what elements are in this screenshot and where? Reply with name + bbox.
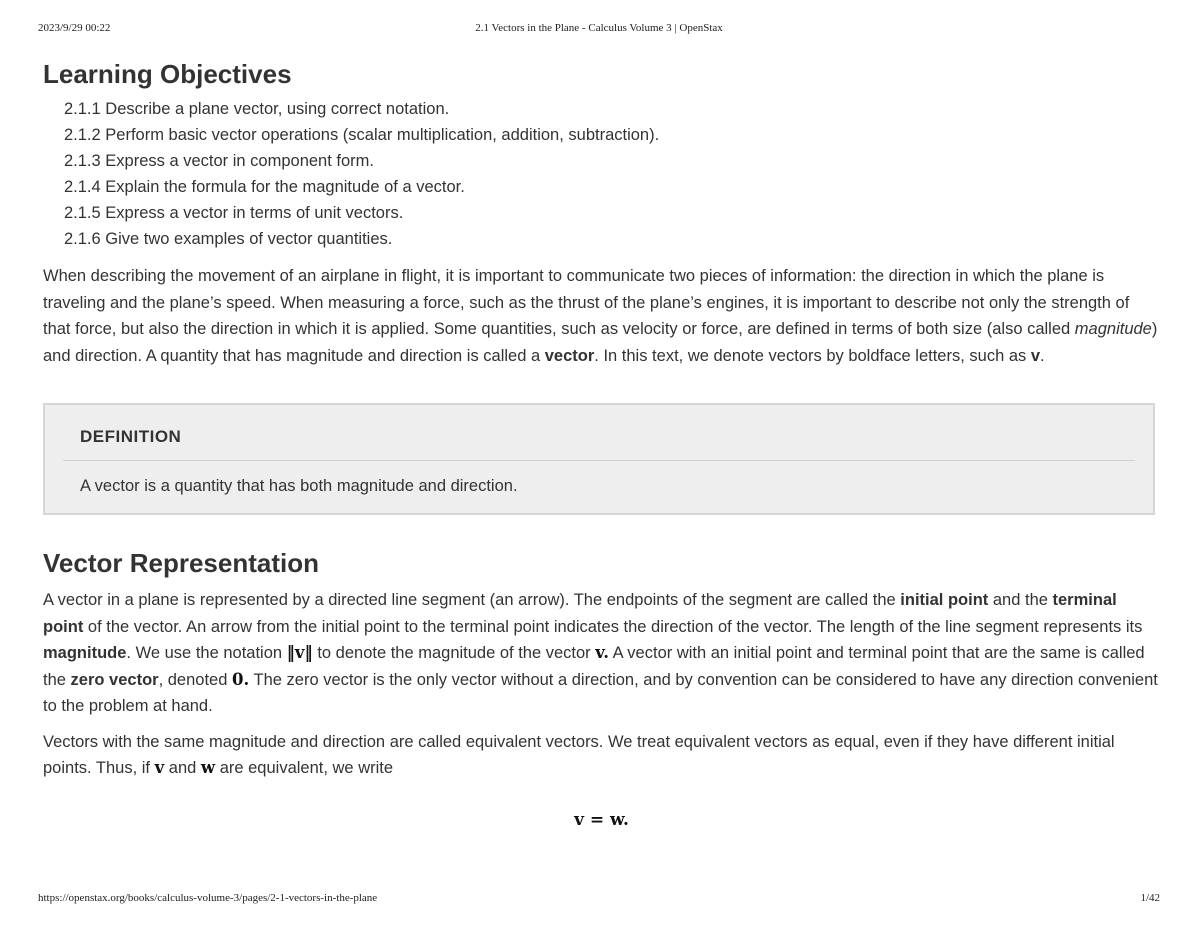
print-page-number: 1/42 <box>1140 892 1160 904</box>
paragraph-text: and the <box>988 591 1053 609</box>
definition-title: DEFINITION <box>80 427 182 446</box>
objective-item: 2.1.3 Express a vector in component form. <box>64 152 374 170</box>
print-page-title: 2.1 Vectors in the Plane - Calculus Volume 3 | OpenStax <box>475 22 723 34</box>
term-magnitude-bold: magnitude <box>43 644 127 662</box>
vector-representation-heading: Vector Representation <box>43 548 319 578</box>
paragraph-text: The zero vector is the only vector without a direction, and by convention can be considered to have any direction convenient to the problem at hand. <box>43 670 1158 715</box>
math-zero: 0. <box>231 669 250 689</box>
math-v: v. <box>595 643 609 662</box>
paragraph-text: A vector with an initial point and terminal point that are the same is called the <box>43 644 1145 689</box>
math-w: w <box>200 758 216 777</box>
term-terminal-point: terminal point <box>43 591 1117 636</box>
intro-text: . In this text, we denote vectors by boldface letters, such as <box>594 346 1031 365</box>
print-datetime: 2023/9/29 00:22 <box>38 22 111 34</box>
print-footer <box>38 892 1160 906</box>
learning-objectives-heading: Learning Objectives <box>43 59 292 89</box>
paragraph-text: and <box>164 759 201 777</box>
definition-box <box>43 403 1155 515</box>
symbol-v: v <box>1030 346 1041 365</box>
paragraph-text: of the vector. An arrow from the initial point to the terminal point indicates the direction of the vector. The length of the line segment represents its <box>83 617 1143 636</box>
equation-v-equals-w: v = w. <box>574 809 629 830</box>
vector-representation-paragraph <box>43 587 1160 720</box>
paragraph-text: A vector in a plane is represented by a directed line segment (an arrow). The endpoints of the segment are called the <box>43 591 901 609</box>
term-initial-point: initial point <box>900 591 989 609</box>
paragraph-text: . We use the notation <box>126 644 287 662</box>
objective-item: 2.1.2 Perform basic vector operations (scalar multiplication, addition, subtraction). <box>64 126 660 144</box>
equivalent-vectors-paragraph <box>43 729 1160 782</box>
intro-text: . <box>1040 346 1045 365</box>
page-content <box>43 56 1160 830</box>
paragraph-text: Vectors with the same magnitude and direction are called equivalent vectors. We treat equivalent vectors as equal, even if they have different initial points. Thus, if <box>43 732 1115 777</box>
math-v: v <box>154 758 165 777</box>
term-magnitude: magnitude <box>1074 320 1152 338</box>
objective-item: 2.1.6 Give two examples of vector quantities. <box>64 230 393 248</box>
norm-notation: ‖v‖ <box>286 643 313 662</box>
intro-text: ) and direction. A quantity that has magnitude and direction is called a <box>43 320 1158 365</box>
term-vector: vector <box>544 346 595 365</box>
definition-text: A vector is a quantity that has both magnitude and direction. <box>80 477 518 495</box>
objective-item: 2.1.1 Describe a plane vector, using correct notation. <box>64 100 450 118</box>
learning-objectives-list <box>43 96 1160 252</box>
print-header <box>38 22 1160 36</box>
intro-text: When describing the movement of an airplane in flight, it is important to communicate two pieces of information: the direction in which the plane is traveling and the plane’s speed. When measuring a force, such as the thrust of the plane’s engines, it is important to describe not only the strength of that force, but also the direction in which it is applied. Some quantities, such as velocity or force, are defined in terms of both size (also called <box>43 267 1130 338</box>
objective-item: 2.1.4 Explain the formula for the magnitude of a vector. <box>64 178 465 196</box>
paragraph-text: to denote the magnitude of the vector <box>312 644 596 662</box>
definition-divider <box>63 460 1135 461</box>
objective-item: 2.1.5 Express a vector in terms of unit vectors. <box>64 204 404 222</box>
term-zero-vector: zero vector <box>70 670 159 689</box>
print-url: https://openstax.org/books/calculus-volume-3/pages/2-1-vectors-in-the-plane <box>38 892 378 904</box>
intro-paragraph <box>43 263 1160 369</box>
paragraph-text: , denoted <box>158 670 232 689</box>
paragraph-text: are equivalent, we write <box>215 759 394 777</box>
